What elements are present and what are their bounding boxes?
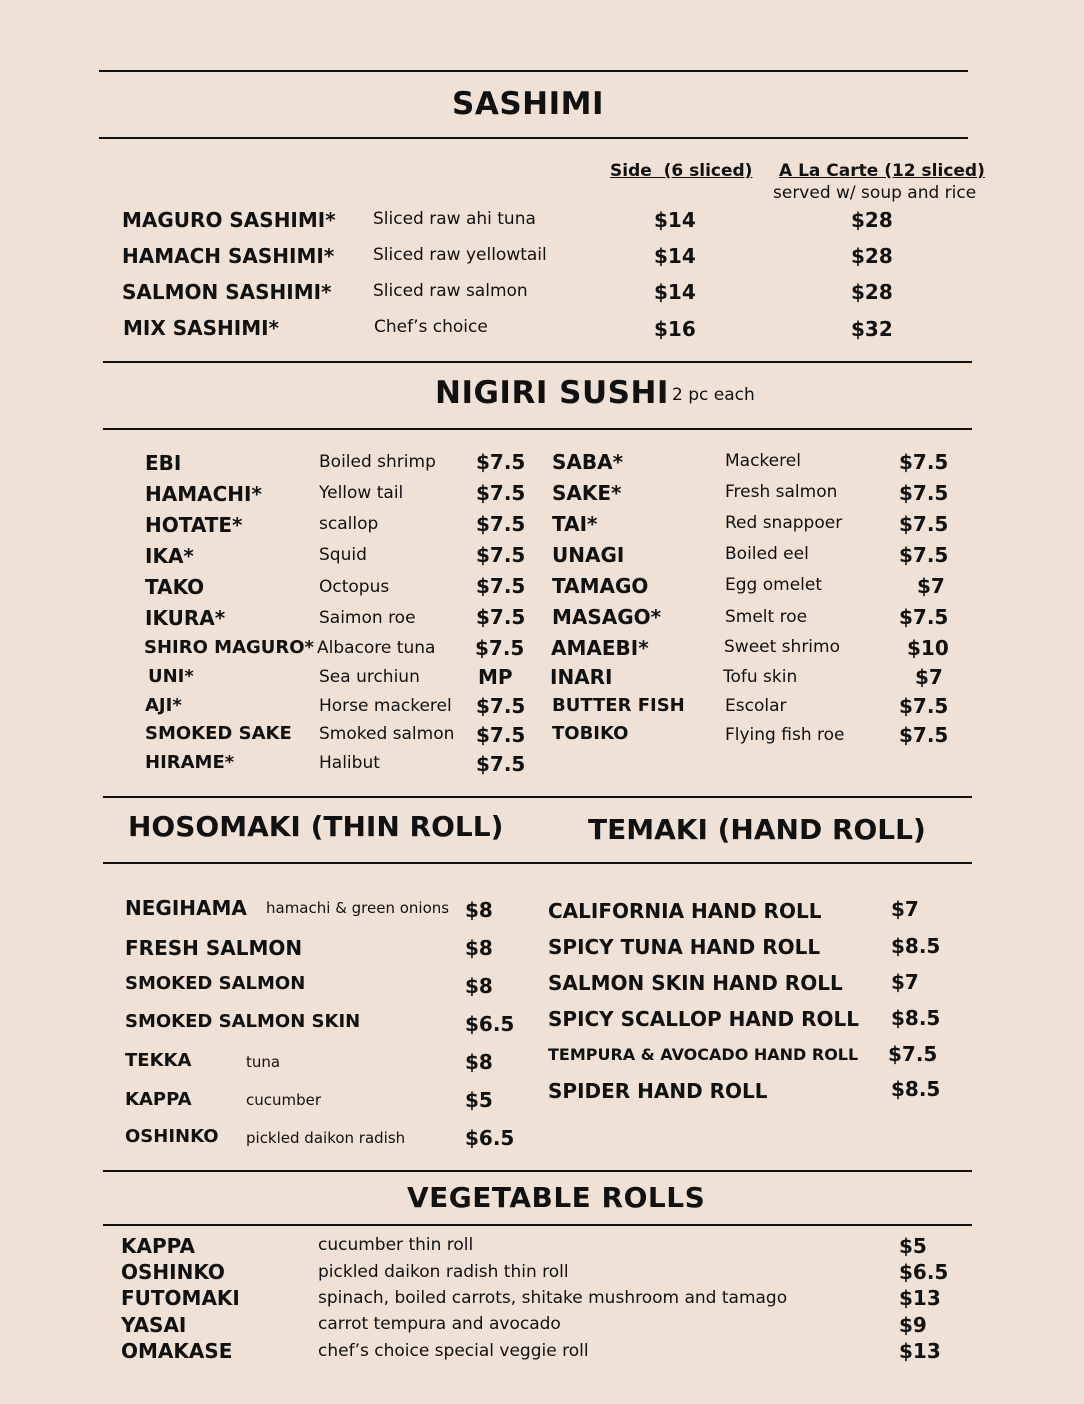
item-description: Mackerel xyxy=(725,451,801,471)
item-price: $5 xyxy=(899,1234,927,1258)
item-name: HAMACHI* xyxy=(145,482,262,506)
item-description: Sliced raw yellowtail xyxy=(373,245,547,265)
section-title-vegetable: VEGETABLE ROLLS xyxy=(407,1181,706,1214)
item-name: HIRAME* xyxy=(145,752,235,773)
divider xyxy=(103,1224,972,1226)
item-description: Saimon roe xyxy=(319,608,416,628)
item-price: $7.5 xyxy=(899,512,949,536)
item-description: hamachi & green onions xyxy=(266,899,450,917)
item-description: Chef’s choice xyxy=(374,317,488,337)
item-description: Horse mackerel xyxy=(319,696,452,716)
item-name: FUTOMAKI xyxy=(121,1286,240,1310)
divider xyxy=(103,796,972,798)
item-name: MASAGO* xyxy=(552,605,662,629)
item-price: $7.5 xyxy=(476,752,526,776)
item-price: $6.5 xyxy=(465,1012,515,1036)
item-price: $5 xyxy=(465,1088,493,1112)
item-description: Sweet shrimo xyxy=(724,637,840,657)
item-description: tuna xyxy=(246,1053,281,1071)
item-description: Albacore tuna xyxy=(317,638,436,658)
item-name: OSHINKO xyxy=(125,1126,219,1147)
item-name: SAKE* xyxy=(552,481,622,505)
item-name: UNI* xyxy=(148,666,194,687)
item-name: KAPPA xyxy=(125,1089,192,1110)
item-description: Sea urchiun xyxy=(319,667,420,687)
item-price: $7.5 xyxy=(476,605,526,629)
item-description: Boiled eel xyxy=(725,544,809,564)
item-name: SMOKED SAKE xyxy=(145,723,292,744)
item-price: $7.5 xyxy=(476,723,526,747)
item-price: $7.5 xyxy=(899,605,949,629)
item-price-alacarte: $32 xyxy=(851,317,893,341)
divider xyxy=(103,1170,972,1172)
item-name: CALIFORNIA HAND ROLL xyxy=(548,899,822,923)
item-name: EBI xyxy=(145,451,182,475)
item-name: TAMAGO xyxy=(552,574,649,598)
item-name: INARI xyxy=(550,665,613,689)
item-description: Yellow tail xyxy=(319,483,404,503)
item-name: TAKO xyxy=(145,575,205,599)
item-description: Octopus xyxy=(319,577,390,597)
item-price: $7 xyxy=(917,574,945,598)
item-price: $8 xyxy=(465,898,493,922)
item-description: pickled daikon radish xyxy=(246,1129,406,1147)
item-price: $7.5 xyxy=(476,481,526,505)
item-name: AMAEBI* xyxy=(551,636,649,660)
item-name: AJI* xyxy=(145,695,182,716)
item-description: Flying fish roe xyxy=(725,725,845,745)
item-price: $13 xyxy=(899,1339,941,1363)
item-name: TAI* xyxy=(552,512,598,536)
item-name: MIX SASHIMI* xyxy=(123,316,279,340)
item-price: $7.5 xyxy=(899,694,949,718)
section-title-hosomaki: HOSOMAKI (THIN ROLL) xyxy=(128,810,504,843)
item-description: cucumber thin roll xyxy=(318,1235,474,1255)
item-name: SABA* xyxy=(552,450,624,474)
column-header-alacarte: A La Carte (12 sliced) xyxy=(779,161,985,181)
item-name: TEKKA xyxy=(125,1050,192,1071)
item-description: Fresh salmon xyxy=(725,482,838,502)
item-name: SPICY TUNA HAND ROLL xyxy=(548,935,821,959)
item-price: $7.5 xyxy=(476,574,526,598)
item-price-side: $14 xyxy=(654,244,696,268)
item-name: KAPPA xyxy=(121,1234,195,1258)
item-price: $7.5 xyxy=(476,512,526,536)
divider xyxy=(103,361,972,363)
item-name: TOBIKO xyxy=(552,723,629,744)
item-price: $7 xyxy=(915,665,943,689)
item-price: $7.5 xyxy=(899,543,949,567)
item-price: $7.5 xyxy=(475,636,525,660)
item-price: $10 xyxy=(907,636,949,660)
item-price: $8.5 xyxy=(891,1006,941,1030)
item-price: $7.5 xyxy=(899,723,949,747)
divider xyxy=(103,862,972,864)
item-name: SMOKED SALMON SKIN xyxy=(125,1011,361,1032)
item-name: FRESH SALMON xyxy=(125,936,303,960)
item-description: scallop xyxy=(319,514,379,534)
divider xyxy=(99,137,968,139)
column-header-alacarte-note: served w/ soup and rice xyxy=(773,183,977,203)
item-name: NEGIHAMA xyxy=(125,896,247,920)
item-description: cucumber xyxy=(246,1091,322,1109)
item-name: HAMACH SASHIMI* xyxy=(122,244,335,268)
item-name: SALMON SKIN HAND ROLL xyxy=(548,971,843,995)
item-description: Squid xyxy=(319,545,367,565)
item-price: $7.5 xyxy=(476,694,526,718)
item-name: TEMPURA & AVOCADO HAND ROLL xyxy=(548,1045,859,1064)
item-name: OMAKASE xyxy=(121,1339,233,1363)
item-description: carrot tempura and avocado xyxy=(318,1314,561,1334)
item-name: SHIRO MAGURO* xyxy=(144,637,314,658)
item-name: SMOKED SALMON xyxy=(125,973,306,994)
item-name: OSHINKO xyxy=(121,1260,225,1284)
item-price: $8.5 xyxy=(891,1077,941,1101)
section-title-temaki: TEMAKI (HAND ROLL) xyxy=(588,813,926,846)
item-price-side: $14 xyxy=(654,280,696,304)
item-price: $7.5 xyxy=(899,450,949,474)
item-description: Sliced raw ahi tuna xyxy=(373,209,536,229)
item-description: Halibut xyxy=(319,753,380,773)
item-description: Egg omelet xyxy=(725,575,822,595)
column-header-side: Side (6 sliced) xyxy=(610,161,753,181)
item-price: $8 xyxy=(465,1050,493,1074)
item-description: Boiled shrimp xyxy=(319,452,436,472)
item-price-alacarte: $28 xyxy=(851,280,893,304)
section-note-nigiri: 2 pc each xyxy=(672,385,755,405)
item-description: Tofu skin xyxy=(723,667,798,687)
item-name: SALMON SASHIMI* xyxy=(122,280,332,304)
item-price-side: $16 xyxy=(654,317,696,341)
item-price: $9 xyxy=(899,1313,927,1337)
item-price: $7.5 xyxy=(476,450,526,474)
item-name: SPIDER HAND ROLL xyxy=(548,1079,768,1103)
item-price-side: $14 xyxy=(654,208,696,232)
item-description: Sliced raw salmon xyxy=(373,281,528,301)
item-description: Red snappoer xyxy=(725,513,843,533)
item-price-alacarte: $28 xyxy=(851,244,893,268)
item-price: $6.5 xyxy=(465,1126,515,1150)
item-description: Smoked salmon xyxy=(319,724,455,744)
item-price: $8.5 xyxy=(891,934,941,958)
item-name: IKA* xyxy=(145,544,194,568)
item-name: SPICY SCALLOP HAND ROLL xyxy=(548,1007,859,1031)
item-price-alacarte: $28 xyxy=(851,208,893,232)
section-title-nigiri: NIGIRI SUSHI xyxy=(435,375,669,411)
item-price: $7.5 xyxy=(899,481,949,505)
divider xyxy=(99,70,968,72)
item-name: MAGURO SASHIMI* xyxy=(122,208,336,232)
item-price: $8 xyxy=(465,974,493,998)
item-price: $6.5 xyxy=(899,1260,949,1284)
item-description: spinach, boiled carrots, shitake mushroom and tamago xyxy=(318,1288,788,1308)
item-price: $7.5 xyxy=(888,1042,938,1066)
item-description: pickled daikon radish thin roll xyxy=(318,1262,569,1282)
divider xyxy=(103,428,972,430)
item-name: BUTTER FISH xyxy=(552,695,685,716)
item-price: $7.5 xyxy=(476,543,526,567)
item-price: $8 xyxy=(465,936,493,960)
item-description: Escolar xyxy=(725,696,787,716)
item-price: $13 xyxy=(899,1286,941,1310)
item-description: chef’s choice special veggie roll xyxy=(318,1341,589,1361)
item-price: MP xyxy=(478,665,513,689)
item-name: UNAGI xyxy=(552,543,625,567)
item-price: $7 xyxy=(891,970,919,994)
item-name: YASAI xyxy=(121,1313,187,1337)
section-title-sashimi: SASHIMI xyxy=(452,86,605,122)
item-description: Smelt roe xyxy=(725,607,808,627)
item-price: $7 xyxy=(891,897,919,921)
item-name: IKURA* xyxy=(145,606,226,630)
item-name: HOTATE* xyxy=(145,513,243,537)
